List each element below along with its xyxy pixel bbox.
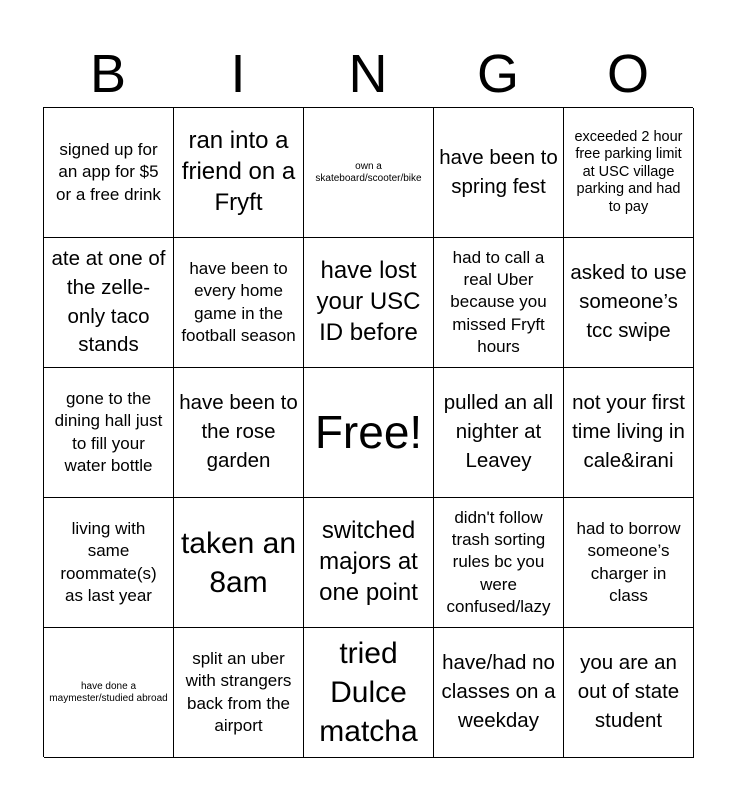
bingo-header	[43, 40, 693, 108]
bingo-cell[interactable]	[174, 368, 304, 498]
cell-text: living with same roommate(s) as last year	[60, 519, 157, 605]
cell-text: you are an out of state student	[577, 651, 680, 732]
header-letter-o: O	[606, 44, 649, 104]
cell-text: switched majors at one point	[319, 517, 418, 606]
bingo-cell[interactable]	[564, 498, 694, 628]
bingo-cell[interactable]	[44, 498, 174, 628]
bingo-cell[interactable]	[304, 498, 434, 628]
cell-text: gone to the dining hall just to fill your water bottle	[54, 389, 163, 475]
cell-text: had to call a real Uber because you missed Fryft hours	[450, 248, 547, 356]
cell-text: have been to every home game in the football season	[181, 259, 296, 345]
bingo-cell[interactable]	[304, 628, 434, 758]
cell-text: tried Dulce matcha	[319, 637, 418, 748]
cell-text: own a skateboard/scooter/bike	[315, 161, 422, 184]
bingo-cell[interactable]	[564, 108, 694, 238]
bingo-cell[interactable]	[304, 238, 434, 368]
bingo-cell[interactable]	[174, 628, 304, 758]
cell-text: taken an 8am	[180, 526, 297, 599]
cell-text: not your first time living in cale&irani	[572, 391, 685, 472]
header-letter-n: N	[348, 44, 388, 104]
bingo-cell[interactable]	[434, 238, 564, 368]
bingo-cell[interactable]	[434, 368, 564, 498]
bingo-cell[interactable]	[44, 628, 174, 758]
free-space-text: Free!	[314, 406, 423, 459]
bingo-cell[interactable]	[44, 368, 174, 498]
cell-text: have/had no classes on a weekday	[441, 651, 556, 732]
cell-text: exceeded 2 hour free parking limit at USC village parking and had to pay	[574, 129, 683, 215]
cell-text: split an uber with strangers back from the airport	[185, 649, 292, 735]
bingo-cell[interactable]	[44, 108, 174, 238]
header-letter-i: I	[230, 44, 246, 104]
bingo-cell[interactable]	[434, 108, 564, 238]
free-space[interactable]	[304, 368, 434, 498]
cell-text: have been to spring fest	[439, 145, 558, 198]
bingo-cell[interactable]	[434, 628, 564, 758]
bingo-cell[interactable]	[564, 628, 694, 758]
cell-text: ran into a friend on a Fryft	[181, 127, 296, 216]
cell-text: have done a maymester/studied abroad	[49, 681, 168, 704]
bingo-cell[interactable]	[434, 498, 564, 628]
cell-text: didn't follow trash sorting rules bc you were confused/lazy	[446, 508, 551, 616]
header-letter-g: G	[476, 44, 519, 104]
bingo-grid	[43, 107, 693, 757]
bingo-cell[interactable]	[174, 238, 304, 368]
cell-text: pulled an all nighter at Leavey	[443, 391, 554, 472]
bingo-cell[interactable]	[44, 238, 174, 368]
cell-text: had to borrow someone’s charger in class	[576, 519, 681, 605]
bingo-cell[interactable]	[564, 368, 694, 498]
cell-text: have lost your USC ID before	[316, 257, 421, 346]
cell-text: asked to use someone’s tcc swipe	[570, 261, 687, 342]
bingo-cell[interactable]	[174, 108, 304, 238]
bingo-cell[interactable]	[304, 108, 434, 238]
bingo-cell[interactable]	[564, 238, 694, 368]
bingo-cell[interactable]	[174, 498, 304, 628]
cell-text: have been to the rose garden	[179, 391, 298, 472]
cell-text: ate at one of the zelle-only taco stands	[51, 247, 166, 357]
header-letter-b: B	[89, 44, 127, 104]
cell-text: signed up for an app for $5 or a free drink	[56, 140, 161, 204]
